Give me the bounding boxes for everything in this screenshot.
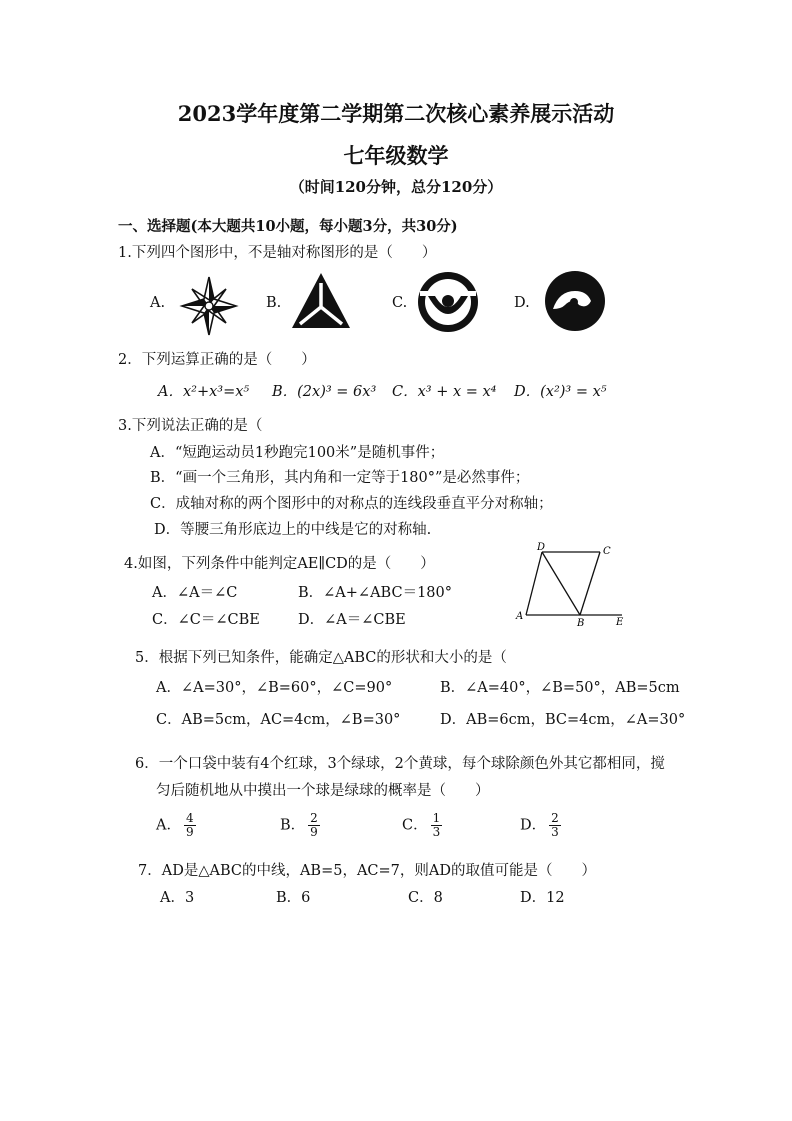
- q5-option-d: D．AB=6cm，BC=4cm，∠A=30°: [440, 712, 686, 728]
- q6-option-d: D． $\frac{2}{3}$: [520, 811, 559, 839]
- exam-title: 2023学年度第二学期第二次核心素养展示活动: [177, 101, 615, 126]
- label-e: E: [616, 617, 624, 628]
- q4-stem: 4.如图，下列条件中能判定AE∥CD的是（ ）: [124, 556, 435, 572]
- q3-option-a: A．“短跑运动员1秒跑完100米”是随机事件；: [150, 445, 445, 461]
- q4-option-b: B．∠A+∠ABC＝180°: [298, 585, 452, 601]
- fraction: $\frac{4}{9}$: [185, 811, 194, 839]
- q3-stem: 3.下列说法正确的是（: [118, 418, 263, 434]
- label-a: A: [516, 611, 524, 622]
- q2-stem: 2．下列运算正确的是（ ）: [118, 352, 316, 368]
- q3-option-b: B．“画一个三角形，其内角和一定等于180°”是必然事件；: [150, 470, 530, 486]
- fraction: $\frac{2}{9}$: [310, 811, 318, 839]
- q1-stem: 1.下列四个图形中，不是轴对称图形的是（ ）: [118, 245, 437, 261]
- q6-stem-line1: 6．一个口袋中装有4个红球，3个绿球，2个黄球，每个球除颜色外其它都相同，搅: [135, 756, 665, 772]
- compass-star-figure: [178, 275, 240, 337]
- q5-stem: 5．根据下列已知条件，能确定△ABC的形状和大小的是（: [135, 650, 507, 666]
- exam-subject: 七年级数学: [343, 143, 449, 168]
- q7-option-c: C．8: [408, 890, 443, 906]
- q4-option-a: A．∠A＝∠C: [152, 585, 238, 601]
- fraction: $\frac{1}{3}$: [432, 811, 441, 839]
- q3-option-c: C．成轴对称的两个图形中的对称点的连线段垂直平分对称轴；: [150, 496, 553, 512]
- q1-label-b: B.: [266, 295, 282, 311]
- section-heading: 一、选择题(本大题共10小题，每小题3分，共30分): [118, 218, 458, 235]
- q1-label-a: A.: [150, 295, 166, 311]
- triangle-figure: [290, 271, 352, 331]
- q7-option-a: A．3: [160, 890, 195, 906]
- q6-option-c: C． $\frac{1}{3}$: [402, 811, 441, 839]
- q6-option-a: A． $\frac{4}{9}$: [156, 811, 194, 839]
- q2-option-d: D．(x²)³ = x⁵: [514, 384, 607, 400]
- q2-option-a: A．x²+x³=x⁵: [158, 384, 250, 400]
- q7-stem: 7．AD是△ABC的中线，AB=5，AC=7，则AD的取值可能是（ ）: [138, 863, 597, 879]
- q6-stem-line2: 匀后随机地从中摸出一个球是绿球的概率是（ ）: [156, 783, 490, 799]
- q4-option-d: D．∠A＝∠CBE: [298, 612, 406, 628]
- exam-info: （时间120分钟，总分120分）: [289, 178, 503, 196]
- swirl-circle-figure: [543, 269, 607, 333]
- q5-option-a: A．∠A=30°，∠B=60°，∠C=90°: [156, 680, 393, 696]
- q5-option-c: C．AB=5cm，AC=4cm，∠B=30°: [156, 712, 401, 728]
- q2-option-c: C．x³ + x = x⁴: [392, 384, 497, 400]
- q5-option-b: B．∠A=40°，∠B=50°，AB=5cm: [440, 680, 680, 696]
- q6-option-b: B． $\frac{2}{9}$: [280, 811, 318, 839]
- label-c: C: [603, 546, 611, 557]
- label-b: B: [577, 618, 585, 628]
- fraction: $\frac{2}{3}$: [551, 811, 559, 839]
- q7-option-d: D．12: [520, 890, 565, 906]
- circle-emblem-figure: [416, 270, 480, 334]
- q1-label-c: C.: [392, 295, 408, 311]
- q7-option-b: B．6: [276, 890, 311, 906]
- label-d: D: [537, 542, 546, 553]
- q1-label-d: D.: [514, 295, 530, 311]
- q3-option-d: D．等腰三角形底边上的中线是它的对称轴.: [154, 522, 432, 538]
- q4-option-c: C．∠C＝∠CBE: [152, 612, 260, 628]
- q2-option-b: B．(2x)³ = 6x³: [272, 384, 377, 400]
- geometry-figure: [512, 540, 632, 628]
